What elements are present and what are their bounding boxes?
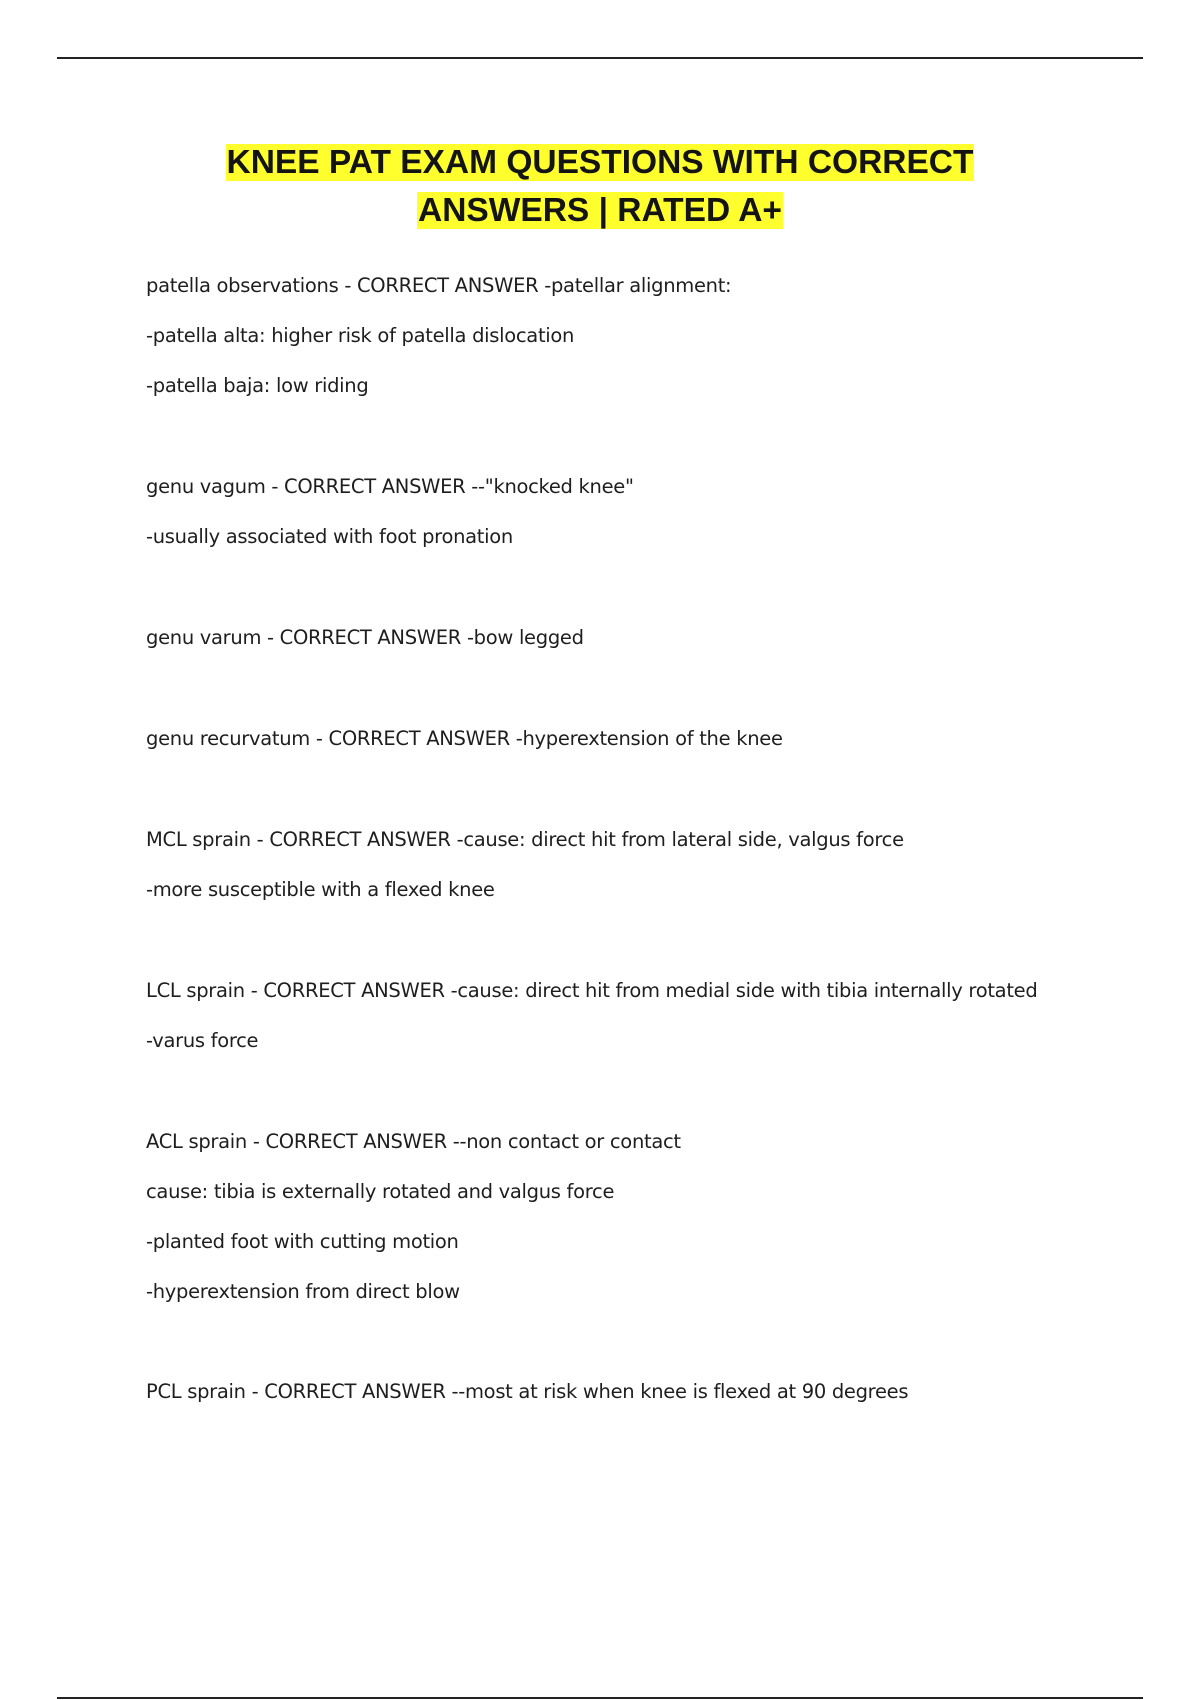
- question-line: ACL sprain - CORRECT ANSWER --non contact or contact: [146, 1130, 681, 1153]
- answer-line: cause: tibia is externally rotated and valgus force: [146, 1180, 615, 1203]
- answer-line: -patella alta: higher risk of patella dislocation: [146, 324, 575, 347]
- title-line-2-text: ANSWERS | RATED A+: [418, 192, 782, 229]
- answer-line: -more susceptible with a flexed knee: [146, 878, 495, 901]
- question-line: MCL sprain - CORRECT ANSWER -cause: direct hit from lateral side, valgus force: [146, 828, 904, 851]
- answer-line: -planted foot with cutting motion: [146, 1230, 459, 1253]
- answer-line: -varus force: [146, 1029, 259, 1052]
- bottom-rule: [57, 1697, 1143, 1699]
- question-line: LCL sprain - CORRECT ANSWER -cause: direct hit from medial side with tibia internally rotated: [146, 979, 1038, 1002]
- question-line: patella observations - CORRECT ANSWER -patellar alignment:: [146, 274, 732, 297]
- question-line: genu varum - CORRECT ANSWER -bow legged: [146, 626, 584, 649]
- question-line: genu vagum - CORRECT ANSWER --"knocked knee": [146, 475, 634, 498]
- question-line: genu recurvatum - CORRECT ANSWER -hyperextension of the knee: [146, 727, 783, 750]
- answer-line: -hyperextension from direct blow: [146, 1280, 460, 1303]
- title-line-1-text: KNEE PAT EXAM QUESTIONS WITH CORRECT: [226, 144, 974, 181]
- question-line: PCL sprain - CORRECT ANSWER --most at risk when knee is flexed at 90 degrees: [146, 1380, 909, 1403]
- answer-line: -patella baja: low riding: [146, 374, 369, 397]
- answer-line: -usually associated with foot pronation: [146, 525, 513, 548]
